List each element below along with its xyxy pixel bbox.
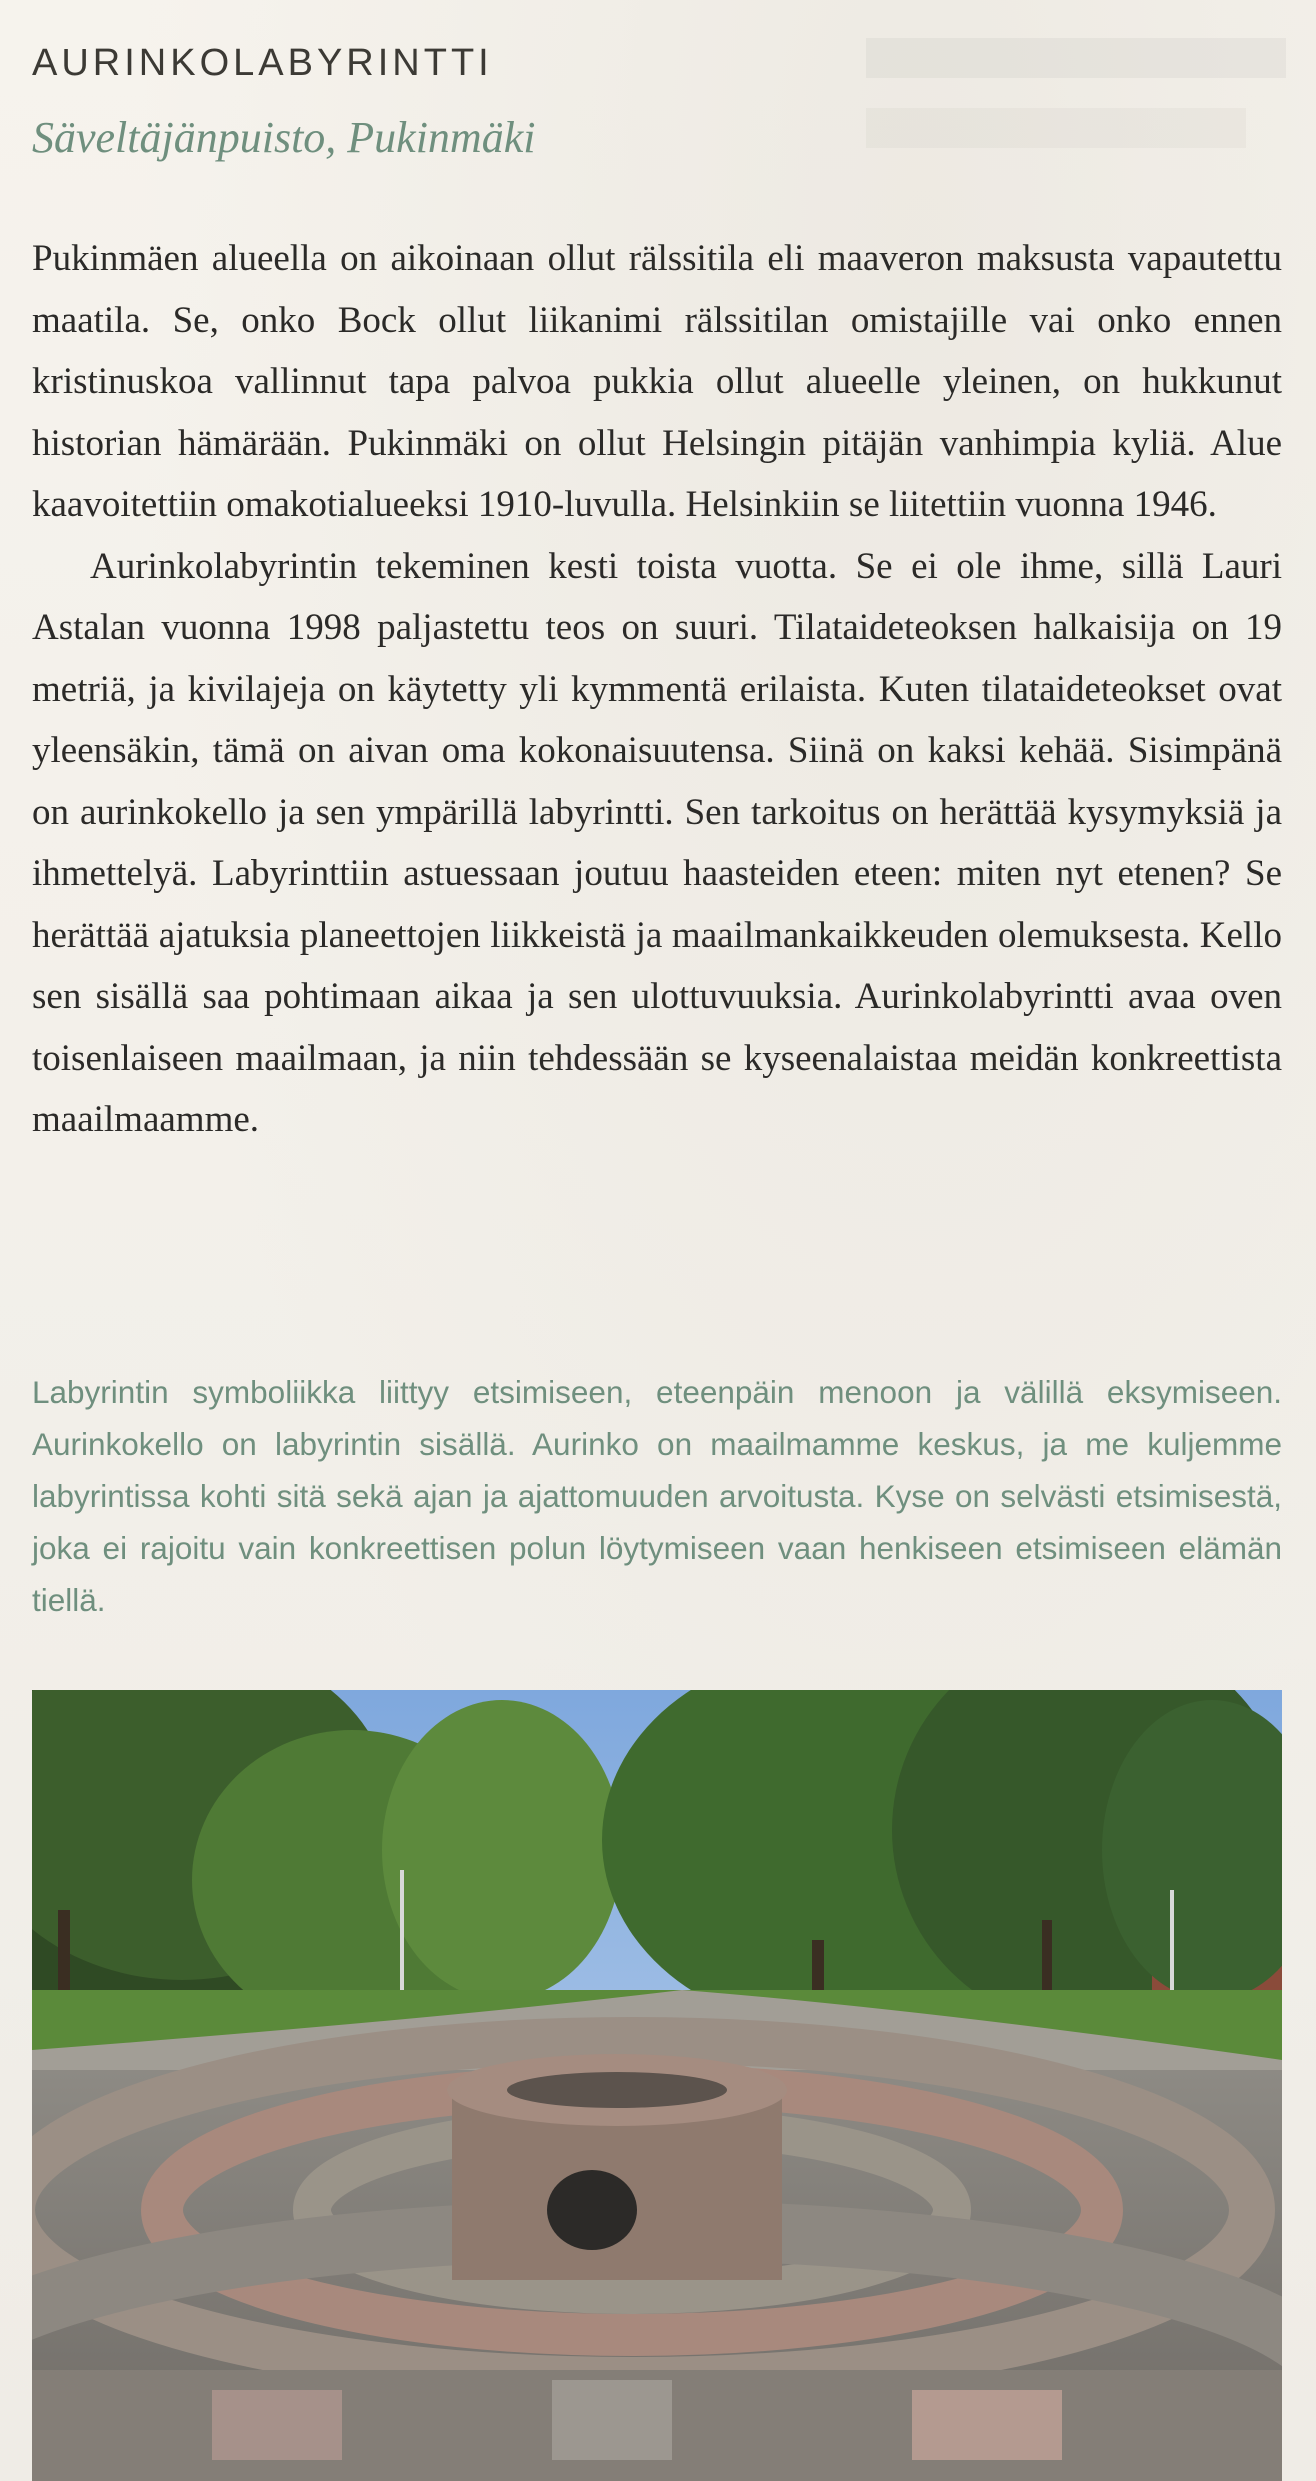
paragraph-1: Pukinmäen alueella on aikoinaan ollut rälssitila eli maaveron maksusta vapautettu maatila. Se, onko Bock ollut liikanimi rälssitilan omistajille vai onko ennen kristinuskoa vallinnut tapa palvoa pukkia ollut alueelle yleinen, on hukkunut historian hämärään. Pukinmäki on ollut Helsingin pitäjän vanhimpia kyliä. Alue kaavoitettiin omakotialueeksi 1910-luvulla. Helsinkiin se liitettiin vuonna 1946. — [32, 238, 1282, 525]
photo-caption: Labyrintin symboliikka liittyy etsimiseen, eteenpäin menoon ja välillä eksymiseen. Aurinkokello on labyrintin sisällä. Aurinko on maailmamme keskus, ja me kuljemme labyrintissa kohti sitä sekä ajan ja ajattomuuden arvoitusta. Kyse on selvästi etsimisestä, joka ei rajoitu vain konkreettisen polun löytymiseen vaan henkiseen etsimiseen elämän tiellä. — [32, 1374, 1282, 1618]
article-location: Säveltäjänpuisto, Pukinmäki — [32, 113, 536, 162]
paragraph-2: Aurinkolabyrintin tekeminen kesti toista vuotta. Se ei ole ihme, sillä Lauri Astalan vuonna 1998 paljastettu teos on suuri. Tilataideteoksen halkaisija on 19 metriä, ja kivilajeja on käytetty yli kymmentä erilaista. Kuten tilataideteokset ovat yleensäkin, tämä on aivan oma kokonaisuutensa. Siinä on kaksi kehää. Sisimpänä on aurinkokello ja sen ympärillä labyrintti. Sen tarkoitus on herättää kysymyksiä ja ihmettelyä. Labyrinttiin astuessaan joutuu haasteiden eteen: miten nyt etenen? Se herättää ajatuksia planeettojen liikkeistä ja maailmankaikkeuden olemuksesta. Kello sen sisällä saa pohtimaan aikaa ja sen ulottuvuuksia. Aurinkolabyrintti avaa oven toisenlaiseen maailmaan, ja niin tehdessään se kyseenalaistaa meidän konkreettista maailmaamme. — [32, 545, 1282, 1140]
labyrinth-photo — [32, 1690, 1282, 2481]
labyrinth-photo-illustration — [32, 1690, 1282, 2481]
bleed-through-text — [866, 38, 1286, 168]
article-title: AURINKOLABYRINTTI — [32, 42, 493, 84]
foreground-stones — [32, 2370, 1282, 2481]
sundial-stone-ring — [447, 2054, 787, 2280]
article-body — [32, 228, 1282, 1151]
bleed-through-shape — [866, 38, 1286, 158]
